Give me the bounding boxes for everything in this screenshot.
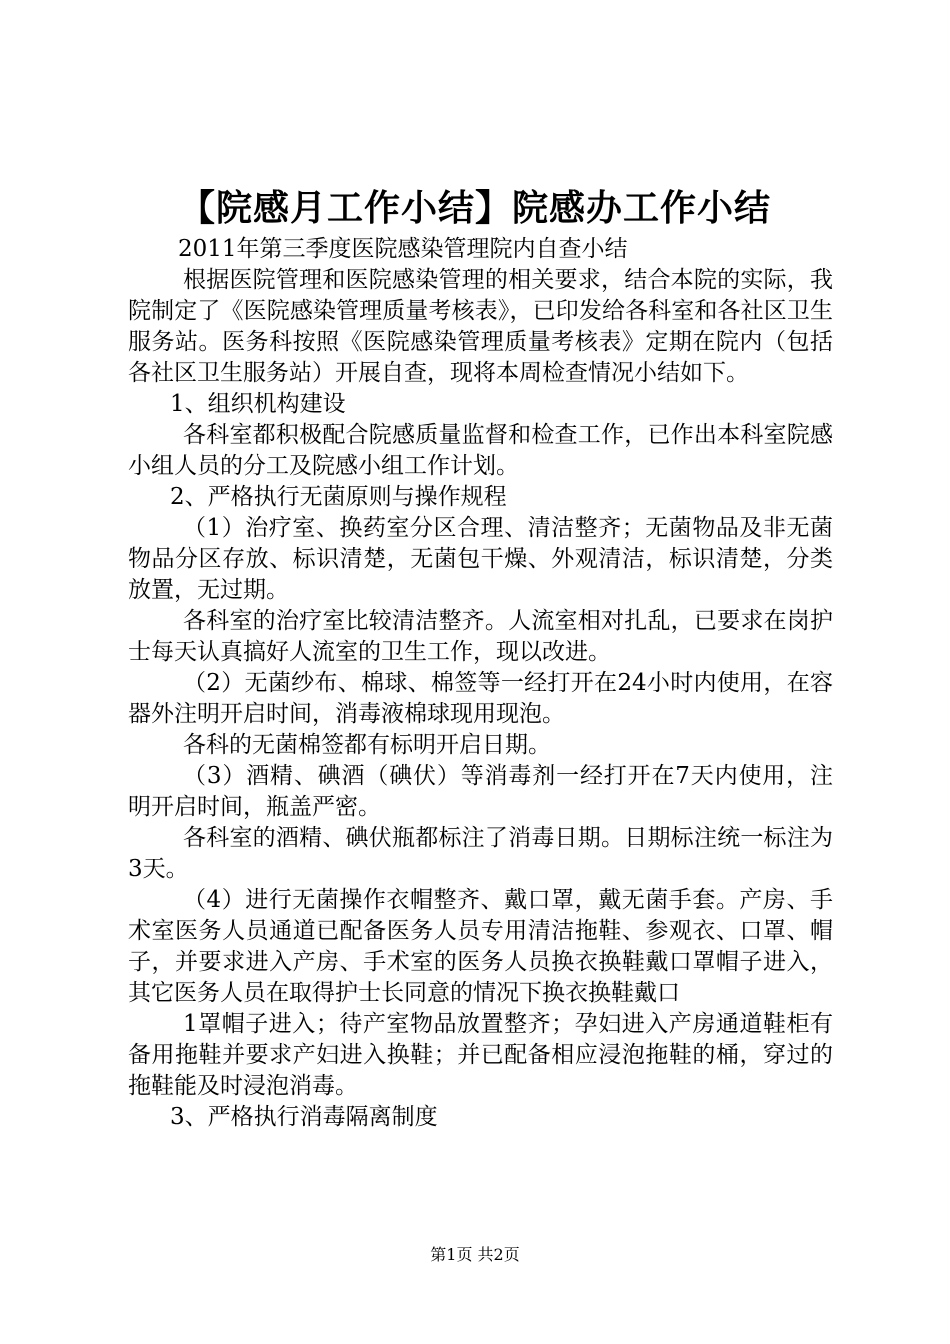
- paragraph: （1）治疗室、换药室分区合理、清洁整齐；无菌物品及非无菌物品分区存放、标识清楚，无菌包干燥、外观清洁，标识清楚，分类放置，无过期。: [128, 515, 833, 603]
- paragraph: （2）无菌纱布、棉球、棉签等一经打开在24小时内使用，在容器外注明开启时间，消毒液棉球现用现泡。: [128, 670, 833, 727]
- section-heading: 1、组织机构建设: [170, 391, 346, 417]
- paragraph: 1罩帽子进入；待产室物品放置整齐；孕妇进入产房通道鞋柜有备用拖鞋并要求产妇进入换鞋；并已配备相应浸泡拖鞋的桶，穿过的拖鞋能及时浸泡消毒。: [128, 1011, 833, 1099]
- paragraph: （4）进行无菌操作衣帽整齐、戴口罩，戴无菌手套。产房、手术室医务人员通道已配备医务人员专用清洁拖鞋、参观衣、口罩、帽子，并要求进入产房、手术室的医务人员换衣换鞋戴口罩帽子进入，其它医务人员在取得护士长同意的情况下换衣换鞋戴口: [128, 887, 833, 1006]
- document-body: [128, 234, 833, 1133]
- section-heading: 3、严格执行消毒隔离制度: [170, 1104, 438, 1130]
- page-footer: 第1页 共2页: [430, 1245, 520, 1264]
- paragraph: 各科室都积极配合院感质量监督和检查工作，已作出本科室院感小组人员的分工及院感小组工作计划。: [128, 422, 833, 479]
- paragraph: 根据医院管理和医院感染管理的相关要求，结合本院的实际，我院制定了《医院感染管理质量考核表》，已印发给各科室和各社区卫生服务站。医务科按照《医院感染管理质量考核表》定期在院内（包括各社区卫生服务站）开展自查，现将本周检查情况小结如下。: [128, 267, 833, 386]
- paragraph: （3）酒精、碘酒（碘伏）等消毒剂一经打开在7天内使用，注明开启时间，瓶盖严密。: [128, 763, 833, 820]
- document-title: 【院感月工作小结】院感办工作小结: [178, 187, 771, 229]
- paragraph: 各科的无菌棉签都有标明开启日期。: [183, 732, 551, 758]
- paragraph: 各科室的酒精、碘伏瓶都标注了消毒日期。日期标注统一标注为3天。: [128, 825, 833, 882]
- section-heading: 2、严格执行无菌原则与操作规程: [170, 484, 507, 510]
- paragraph-subtitle: 2011年第三季度医院感染管理院内自查小结: [178, 236, 628, 262]
- paragraph: 各科室的治疗室比较清洁整齐。人流室相对扎乱，已要求在岗护士每天认真搞好人流室的卫生工作，现以改进。: [128, 608, 833, 665]
